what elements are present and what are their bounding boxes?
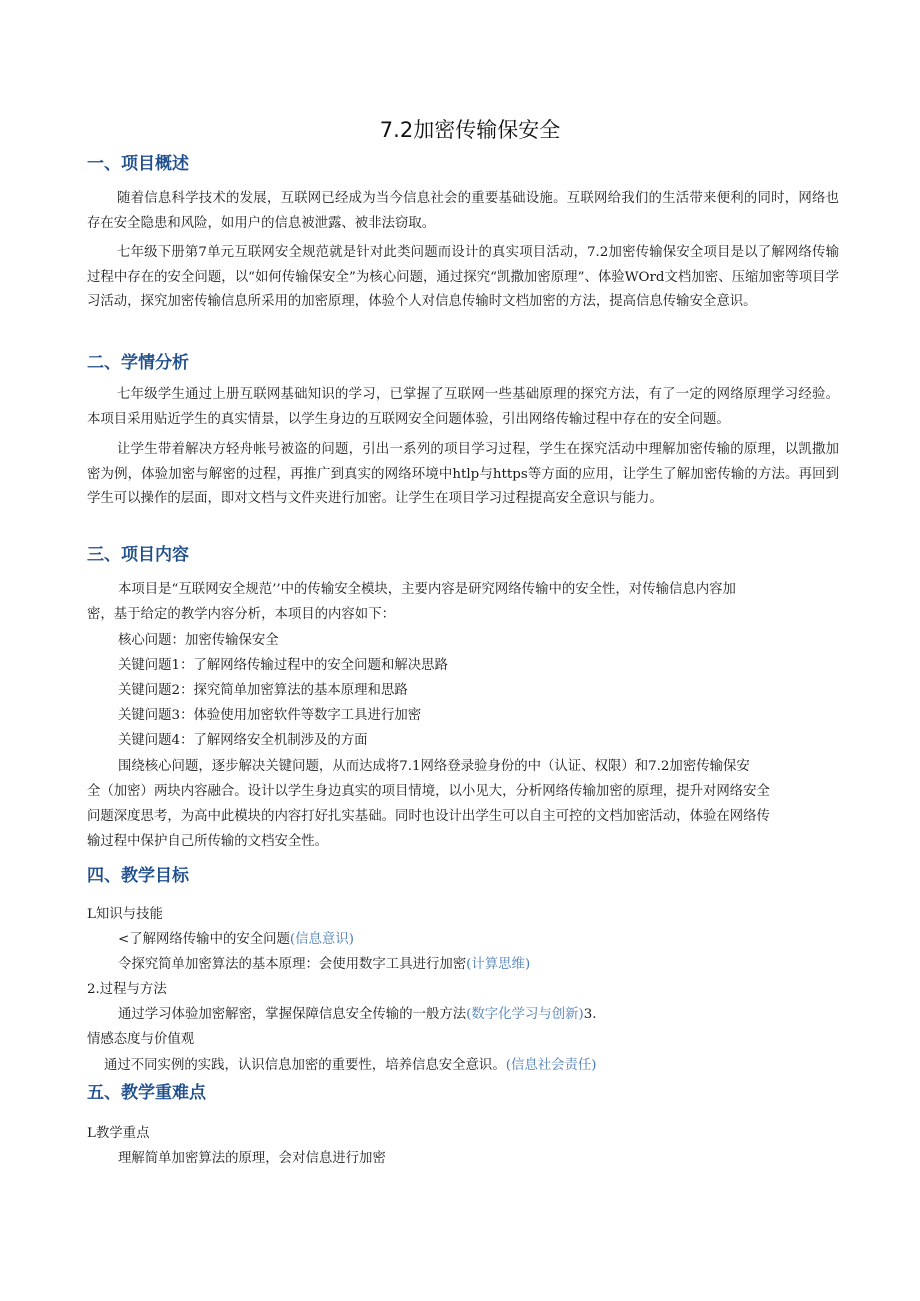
analysis-paragraph-2: 让学生带着解决方轻舟帐号被盗的问题，引出一系列的项目学习过程，学生在探究活动中理解加密传输的原理，以凯撒加密为例，体验加密与解密的过程，再推广到真实的网络环境中htlp与https等方面的应用，让学生了解加密传输的方法。再回到学生可以操作的层面，即对文档与文件夹进行加密。让学生在项目学习过程提高安全意识与能力。 — [87, 442, 839, 506]
content-text-line: 全（加密）两块内容融合。设计以学生身边真实的项目情境，以小见大，分析网络传输加密的原理，提升对网络安全 — [87, 784, 770, 799]
key-question-4: 关键问题4：了解网络安全机制涉及的方面 — [118, 733, 368, 748]
content-text-line: 密，基于给定的教学内容分析，本项目的内容如下： — [87, 607, 395, 622]
literacy-tag: (信息社会责任) — [505, 1058, 597, 1073]
objective-subheading-attitude: 情感态度与价值观 — [87, 1032, 195, 1047]
literacy-tag: (计算思维) — [466, 957, 531, 972]
content-text-line: 输过程中保护自己所传输的文档安全性。 — [87, 834, 329, 849]
section-heading-objectives: 四、教学目标 — [87, 866, 189, 886]
key-points-subheading: L教学重点 — [87, 1126, 150, 1141]
objective-item-4: 通过不同实例的实践，认识信息加密的重要性，培养信息安全意识。(信息社会责任) — [104, 1058, 597, 1073]
literacy-tag: (信息意识) — [289, 932, 354, 947]
section-heading-analysis: 二、学情分析 — [87, 353, 189, 373]
content-text-line: 围绕核心问题，逐步解决关键问题，从而达成将7.1网络登录验身份的中（认证、权限）和7.2加密传输保安 — [118, 759, 750, 774]
key-question-3: 关键问题3：体验使用加密软件等数字工具进行加密 — [118, 708, 422, 723]
objective-item-3: 通过学习体验加密解密，掌握保障信息安全传输的一般方法(数字化学习与创新)3. — [118, 1007, 597, 1022]
analysis-paragraph-1: 七年级学生通过上册互联网基础知识的学习，已掌握了互联网一些基础原理的探究方法，有了一定的网络原理学习经验。本项目采用贴近学生的真实情景，以学生身边的互联网安全问题体验，引出网络传输过程中存在的安全问题。 — [87, 387, 839, 427]
section-heading-overview: 一、项目概述 — [87, 154, 189, 174]
content-text-line: 问题深度思考，为高中此模块的内容打好扎实基础。同时也设计出学生可以自主可控的文档加密活动，体验在网络传 — [87, 809, 770, 824]
key-question-2: 关键问题2：探究简单加密算法的基本原理和思路 — [118, 683, 408, 698]
overview-paragraph-1: 随着信息科学技术的发展，互联网已经成为当今信息社会的重要基础设施。互联网给我们的生活带来便利的同时，网络也存在安全隐患和风险，如用户的信息被泄露、被非法窃取。 — [87, 191, 839, 231]
literacy-tag: (数字化学习与创新) — [466, 1007, 584, 1022]
core-question: 核心问题：加密传输保安全 — [118, 633, 279, 648]
overview-paragraph-2: 七年级下册第7单元互联网安全规范就是针对此类问题而设计的真实项目活动，7.2加密传输保安全项目是以了解网络传输过程中存在的安全问题，以“如何传输保安全”为核心问题，通过探究“凯撒加密原理”、体验WOrd文档加密、压缩加密等项目学习活动，探究加密传输信息所采用的加密原理，体验个人对信息传输时文档加密的方法，提高信息传输安全意识。 — [87, 245, 839, 309]
section-heading-key-points: 五、教学重难点 — [87, 1083, 206, 1103]
objective-item-2: 令探究简单加密算法的基本原理：会使用数字工具进行加密(计算思维) — [118, 957, 531, 972]
objective-subheading-knowledge: L知识与技能 — [87, 907, 163, 922]
key-question-1: 关键问题1：了解网络传输过程中的安全问题和解决思路 — [118, 658, 448, 673]
objective-item-1: <了解网络传输中的安全问题(信息意识) — [118, 932, 354, 947]
objective-subheading-process: 2.过程与方法 — [87, 982, 167, 997]
document-title: 7.2加密传输保安全 — [379, 118, 561, 142]
key-points-item-1: 理解简单加密算法的原理，会对信息进行加密 — [118, 1151, 386, 1166]
content-text-line: 本项目是“互联网安全规范’’中的传输安全模块，主要内容是研究网络传输中的安全性，对传输信息内容加 — [118, 582, 736, 597]
section-heading-content: 三、项目内容 — [87, 545, 189, 565]
